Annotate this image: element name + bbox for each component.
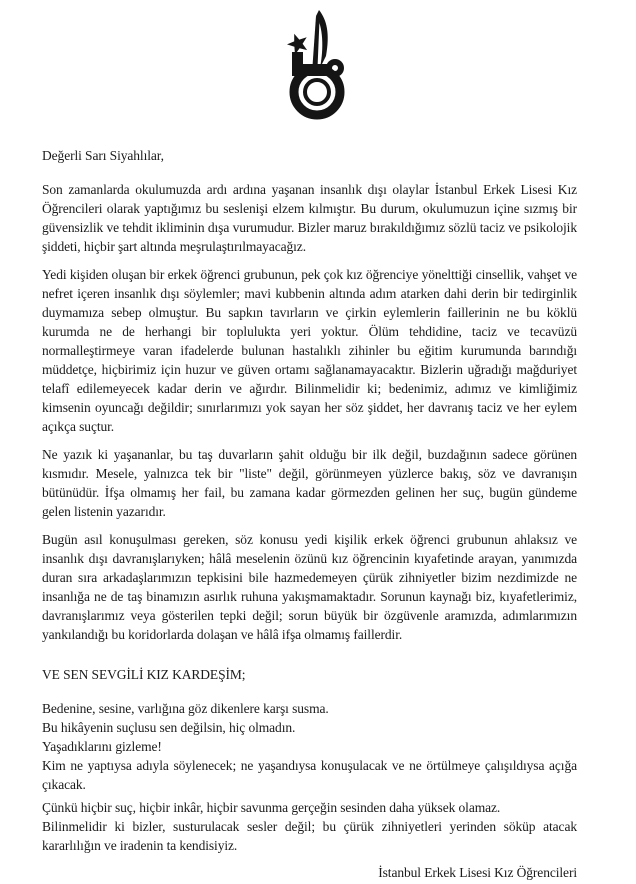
star-icon [287,34,307,55]
greeting: Değerli Sarı Siyahlılar, [42,148,164,163]
closing-lines [42,798,577,855]
appeal-lines [42,699,577,794]
appeal-line-1: Bedenine, sesine, varlığına göz dikenlere karşı susma. [42,701,329,716]
paragraph-2: Yedi kişiden oluşan bir erkek öğrenci grubunun, pek çok kız öğrenciye yönelttiği cinsellik, vahşet ve nefret içeren insanlık dışı söylemler; mavi kubbenin altında adım atarken dahi derin bir tedirginlik duymamıza sebep olmuştur. Bu sapkın tavırların ve çirkin eylemlerin faillerinin ne bu köklü kurumda ne de herhangi bir toplulukta yeri yoktur. Ölüm tehdidine, taciz ve tecavüzü normalleştirmeye varan ifadelerde bulunan hastalıklı zihinler bu eğitim kurumunda barındığı müddetçe, hiçbirimiz için huzur ve güven ortamı sağlanamayacaktır. Bizlerin uğradığı mağduriyet telafî edilemeyecek kadar derin ve ağırdır. Bilinmelidir ki; bedenimiz, adımız ve kimliğimiz kimsenin oyuncağı değildir; sınırlarımızı yok sayan her söz şiddet, her davranış taciz ve her eylem açıkça suçtur. [42,267,577,434]
school-emblem-icon [272,8,364,120]
closing-line-1: Çünkü hiçbir suç, hiçbir inkâr, hiçbir savunma gerçeğin sesinden daha yüksek olamaz. [42,800,501,815]
paragraph-3: Ne yazık ki yaşananlar, bu taş duvarların şahit olduğu bir ilk değil, buzdağının sadece görünen kısmıdır. Mesele, yalnızca tek bir "liste" değil, görünmeyen yüzlerce bakış, söz ve davranışın bütünüdür. İfşa olmamış her fail, bu zamana kadar görmezden gelinen her suç, bugün gündeme gelen listenin yazarıdır. [42,447,577,519]
letter-body [0,120,636,882]
calligraphy-stem [313,16,320,68]
paragraph-4: Bugün asıl konuşulması gereken, söz konusu yedi kişilik erkek öğrenci grubunun ahlaksız ve insanlık dışı davranışlarıyken; hâlâ meselenin özünü kız öğrencinin kıyafetinde arayan, yanımızda duran sıra arkadaşlarımızın tepkisini bile hazmedemeyen çürük zihniyetler bizim nezdimizde ne insanlığa ne de taş binamızın asırlık ruhuna yakışmamaktadır. Sorunun kaynağı biz, kıyafetlerimiz, davranışlarımız veya gösterilen tepki değil; sorun büyük bir özgüvenle aramızda, adımlarımızın yankılandığı bu koridorlarda dolaşan ve hâlâ ifşa olmamış faillerdir. [42,532,577,642]
appeal-line-4: Kim ne yaptıysa adıyla söylenecek; ne yaşandıysa konuşulacak ve ne örtülmeye çalışıldıysa açığa çıkacak. [42,758,577,792]
appeal-line-3: Yaşadıklarını gizleme! [42,739,162,754]
section-heading: VE SEN SEVGİLİ KIZ KARDEŞİM; [42,667,246,682]
signature: İstanbul Erkek Lisesi Kız Öğrencileri [378,865,577,880]
closing-line-2: Bilinmelidir ki bizler, susturulacak sesler değil; bu çürük zihniyetleri yerinden söküp atacak kararlılığın ve iradenin ta kendisiyiz. [42,819,577,853]
appeal-line-2: Bu hikâyenin suçlusu sen değilsin, hiç olmadın. [42,720,296,735]
letter-header [0,0,636,120]
paragraph-1: Son zamanlarda okulumuzda ardı ardına yaşanan insanlık dışı olaylar İstanbul Erkek Lisesi Kız Öğrencileri olarak yaptığımız bu seslenişi elzem kılmıştır. Bu durum, okulumuzun içine sızmış bir güvensizlik ve tehdit ikliminin dışa vurumudur. Bizler maruz bırakıldığımız sözlü taciz ve psikolojik şiddeti, hiçbir şart altında meşrulaştırılmayacağız. [42,182,577,254]
